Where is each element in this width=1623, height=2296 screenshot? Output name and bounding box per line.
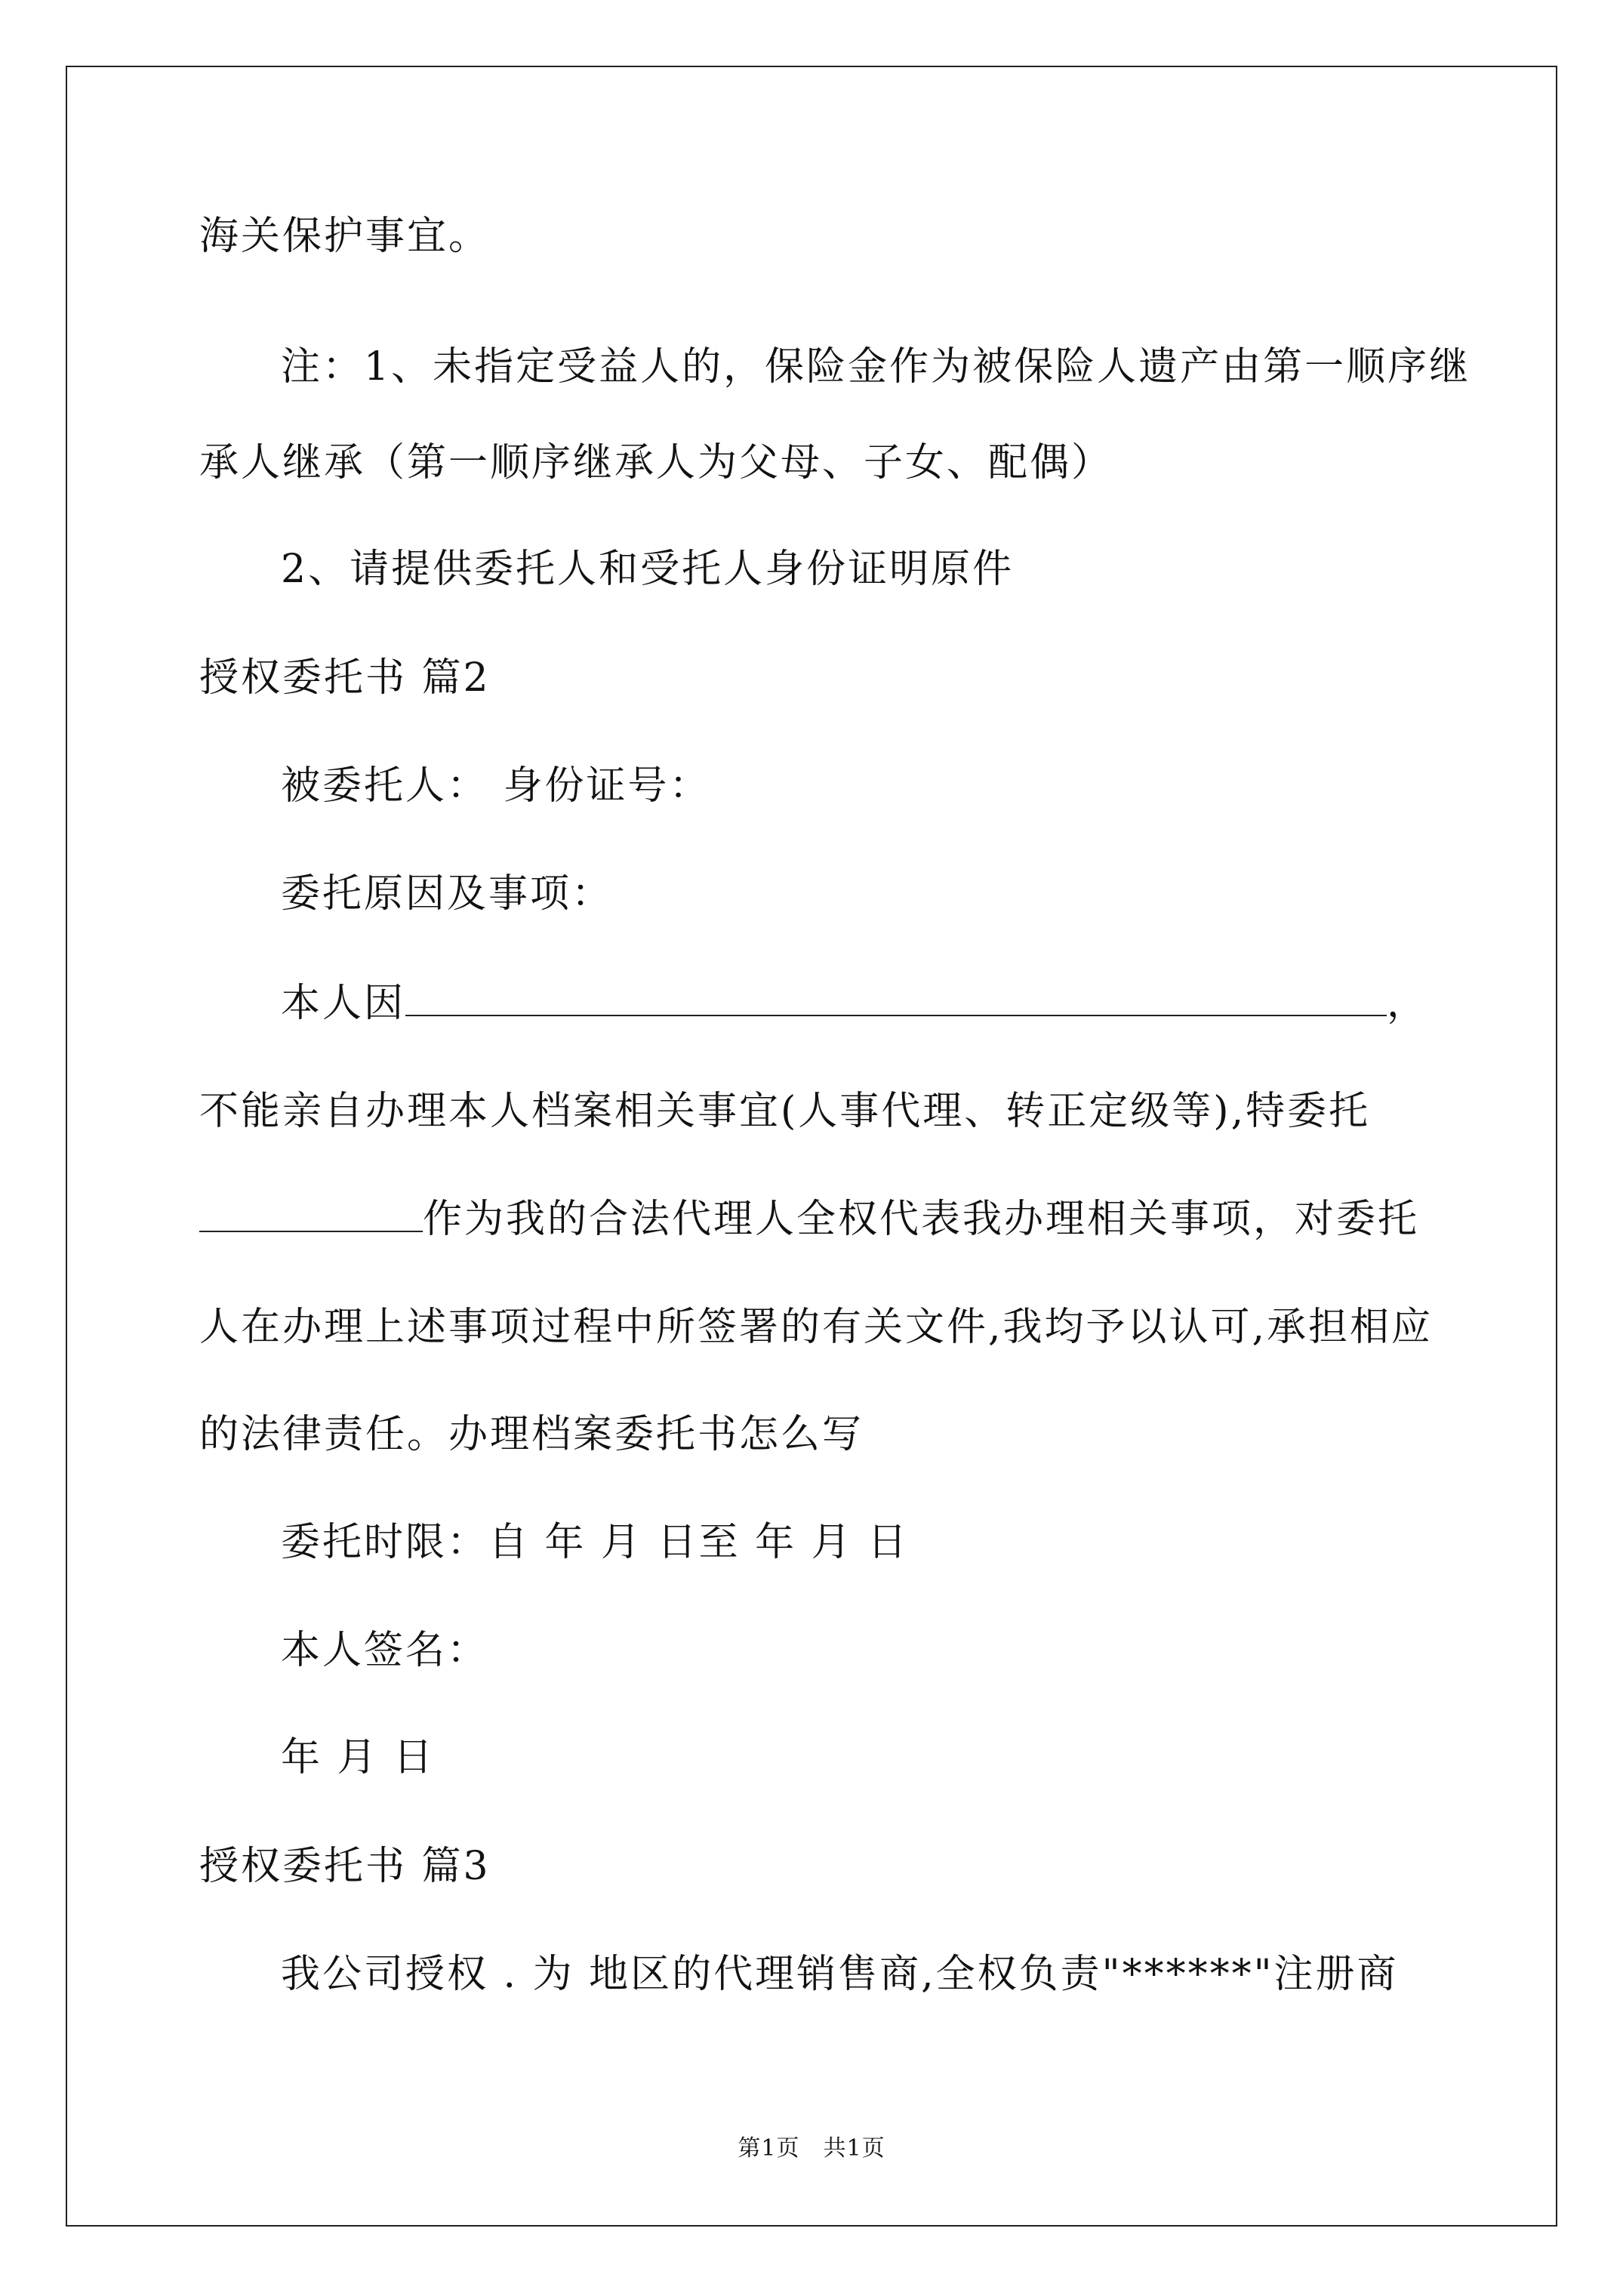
reason-heading: 委托原因及事项： xyxy=(281,871,614,917)
reason-line xyxy=(281,976,1428,1031)
text-line: 海关保护事宜。 xyxy=(199,214,491,259)
authorization-line: 我公司授权 . 为 地区的代理销售商,全权负责"******"注册商 xyxy=(281,1952,1399,1997)
note-line-3: 2、请提供委托人和受托人身份证明原件 xyxy=(281,547,1015,592)
period-line: 委托时限：自 年 月 日至 年 月 日 xyxy=(281,1520,910,1565)
agent-name-blank xyxy=(199,1194,423,1232)
body-line: 不能亲自办理本人档案相关事宜(人事代理、转正定级等),特委托 xyxy=(199,1089,1371,1134)
page-number: 第1页 共1页 xyxy=(738,2135,885,2162)
agent-line-text: 作为我的合法代理人全权代表我办理相关事项，对委托 xyxy=(423,1197,1420,1242)
reason-prefix: 本人因 xyxy=(281,981,406,1026)
trustee-id-line: 被委托人： 身份证号： xyxy=(281,763,711,809)
agent-line xyxy=(199,1192,1419,1247)
section-heading-3: 授权委托书 篇3 xyxy=(199,1844,491,1889)
reason-comma: ， xyxy=(1387,981,1429,1026)
note-line-2: 承人继承（第一顺序继承人为父母、子女、配偶） xyxy=(199,440,1113,485)
body-line: 人在办理上述事项过程中所签署的有关文件,我均予以认可,承担相应 xyxy=(199,1305,1434,1350)
reason-blank xyxy=(405,978,1387,1016)
date-line: 年 月 日 xyxy=(281,1735,436,1780)
signature-line: 本人签名： xyxy=(281,1628,489,1673)
section-heading-2: 授权委托书 篇2 xyxy=(199,655,491,701)
note-line-1: 注：1、未指定受益人的，保险金作为被保险人遗产由第一顺序继 xyxy=(281,344,1471,390)
body-line: 的法律责任。办理档案委托书怎么写 xyxy=(199,1412,864,1457)
